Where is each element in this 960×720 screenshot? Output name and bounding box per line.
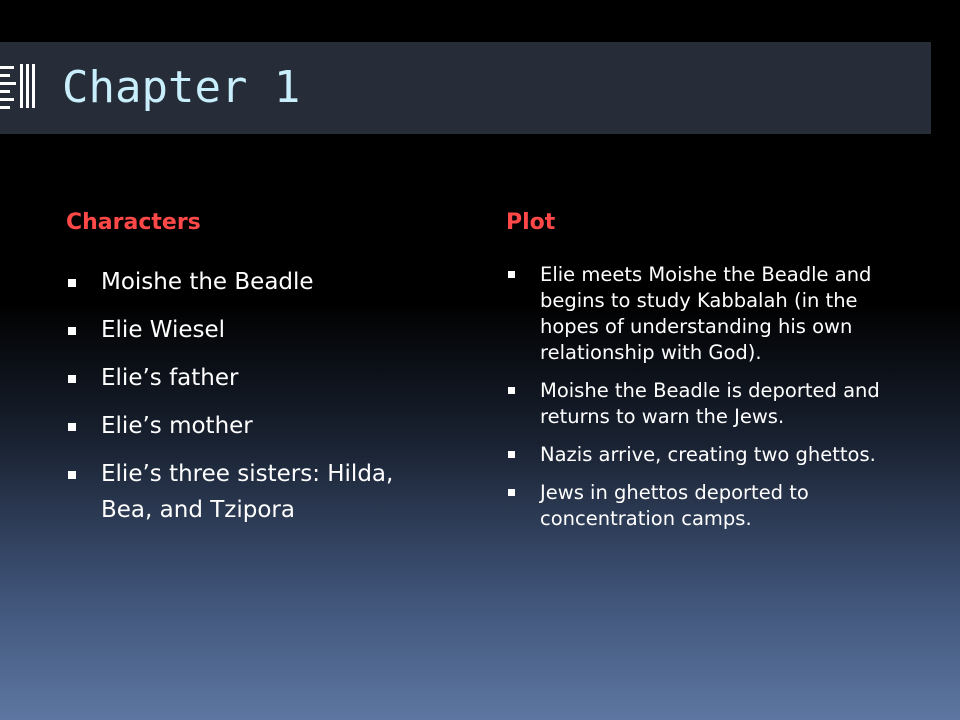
list-item-text: Elie Wiesel [101,317,226,343]
list-item-text: Moishe the Beadle [101,269,314,295]
square-bullet-icon [508,451,515,458]
square-bullet-icon [508,271,515,278]
list-item [68,312,448,348]
list-item [508,378,908,430]
list-item [68,360,448,396]
slide-title: Chapter 1 [62,62,301,113]
plot-heading: Plot [506,210,556,235]
square-bullet-icon [68,375,76,383]
characters-heading: Characters [66,210,201,235]
stripes-icon [0,62,38,124]
square-bullet-icon [68,279,76,287]
list-item [68,408,448,444]
list-item [68,264,448,300]
square-bullet-icon [508,489,515,496]
list-item-text: Elie’s father [101,365,239,391]
title-bar [0,42,931,134]
list-item [508,442,908,468]
list-item [508,262,908,366]
square-bullet-icon [68,423,76,431]
list-item-text: Elie’s three sisters: Hilda, Bea, and Tzipora [101,461,394,523]
list-item-text: Jews in ghettos deported to concentration camps. [540,481,809,530]
list-item [68,456,448,528]
list-item-text: Elie meets Moishe the Beadle and begins to study Kabbalah (in the hopes of understanding his own relationship with God). [540,263,872,364]
square-bullet-icon [68,327,76,335]
list-item-text: Moishe the Beadle is deported and returns to warn the Jews. [540,379,880,428]
list-item-text: Nazis arrive, creating two ghettos. [540,443,876,466]
list-item [508,480,908,532]
square-bullet-icon [68,471,76,479]
plot-list [508,262,908,544]
list-item-text: Elie’s mother [101,413,253,439]
characters-list [68,264,448,540]
square-bullet-icon [508,387,515,394]
